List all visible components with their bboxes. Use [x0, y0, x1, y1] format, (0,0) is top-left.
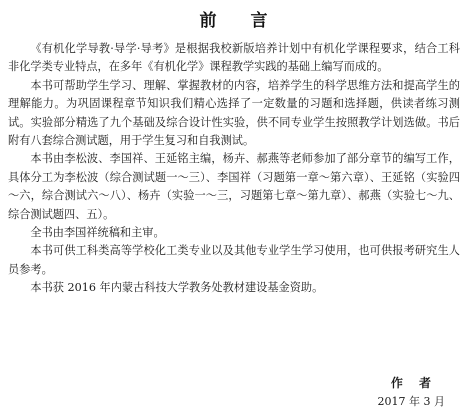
paragraph-authors: 本书由李松波、李国祥、王延铭主编，杨卉、郝燕等老师参加了部分章节的编写工作，具体分工为李松波（综合测试题一～三）、李国祥（习题第一章～第六章）、王延铭（实验四～六，综合测试六～八）、杨卉（实验一～三，习题第七章～第九章）、郝燕（实验七～九、综合测试题四、五）。 [8, 152, 460, 221]
paragraph-intro: 《有机化学导教·导学·导考》是根据我校新版培养计划中有机化学课程要求，结合工科非化学类专业特点，在多年《有机化学》课程教学实践的基础上编写而成的。 [8, 42, 460, 74]
paragraph-purpose: 本书可帮助学生学习、理解、掌握教材的内容，培养学生的科学思维方法和提高学生的理解能力。为巩固课程章节知识我们精心选择了一定数量的习题和选择题，供读者练习测试。实验部分精选了九个基础及综合设计性实验，供不同专业学生按照教学计划选做。书后附有八套综合测试题，用于学生复习和自我测试。 [8, 78, 460, 148]
page-title: 前 言 [199, 11, 282, 31]
paragraph-review: 全书由李国祥统稿和主审。 [30, 226, 165, 240]
paragraph-funding: 本书获 2016 年内蒙古科技大学教务处教材建设基金资助。 [30, 281, 324, 295]
paragraph-audience: 本书可供工科类高等学校化工类专业以及其他专业学生学习使用，也可供报考研究生人员参考。 [8, 244, 460, 276]
preface-body [8, 40, 460, 298]
preface-date: 2017 年 3 月 [377, 395, 445, 408]
author-signature: 作 者 [390, 376, 437, 390]
